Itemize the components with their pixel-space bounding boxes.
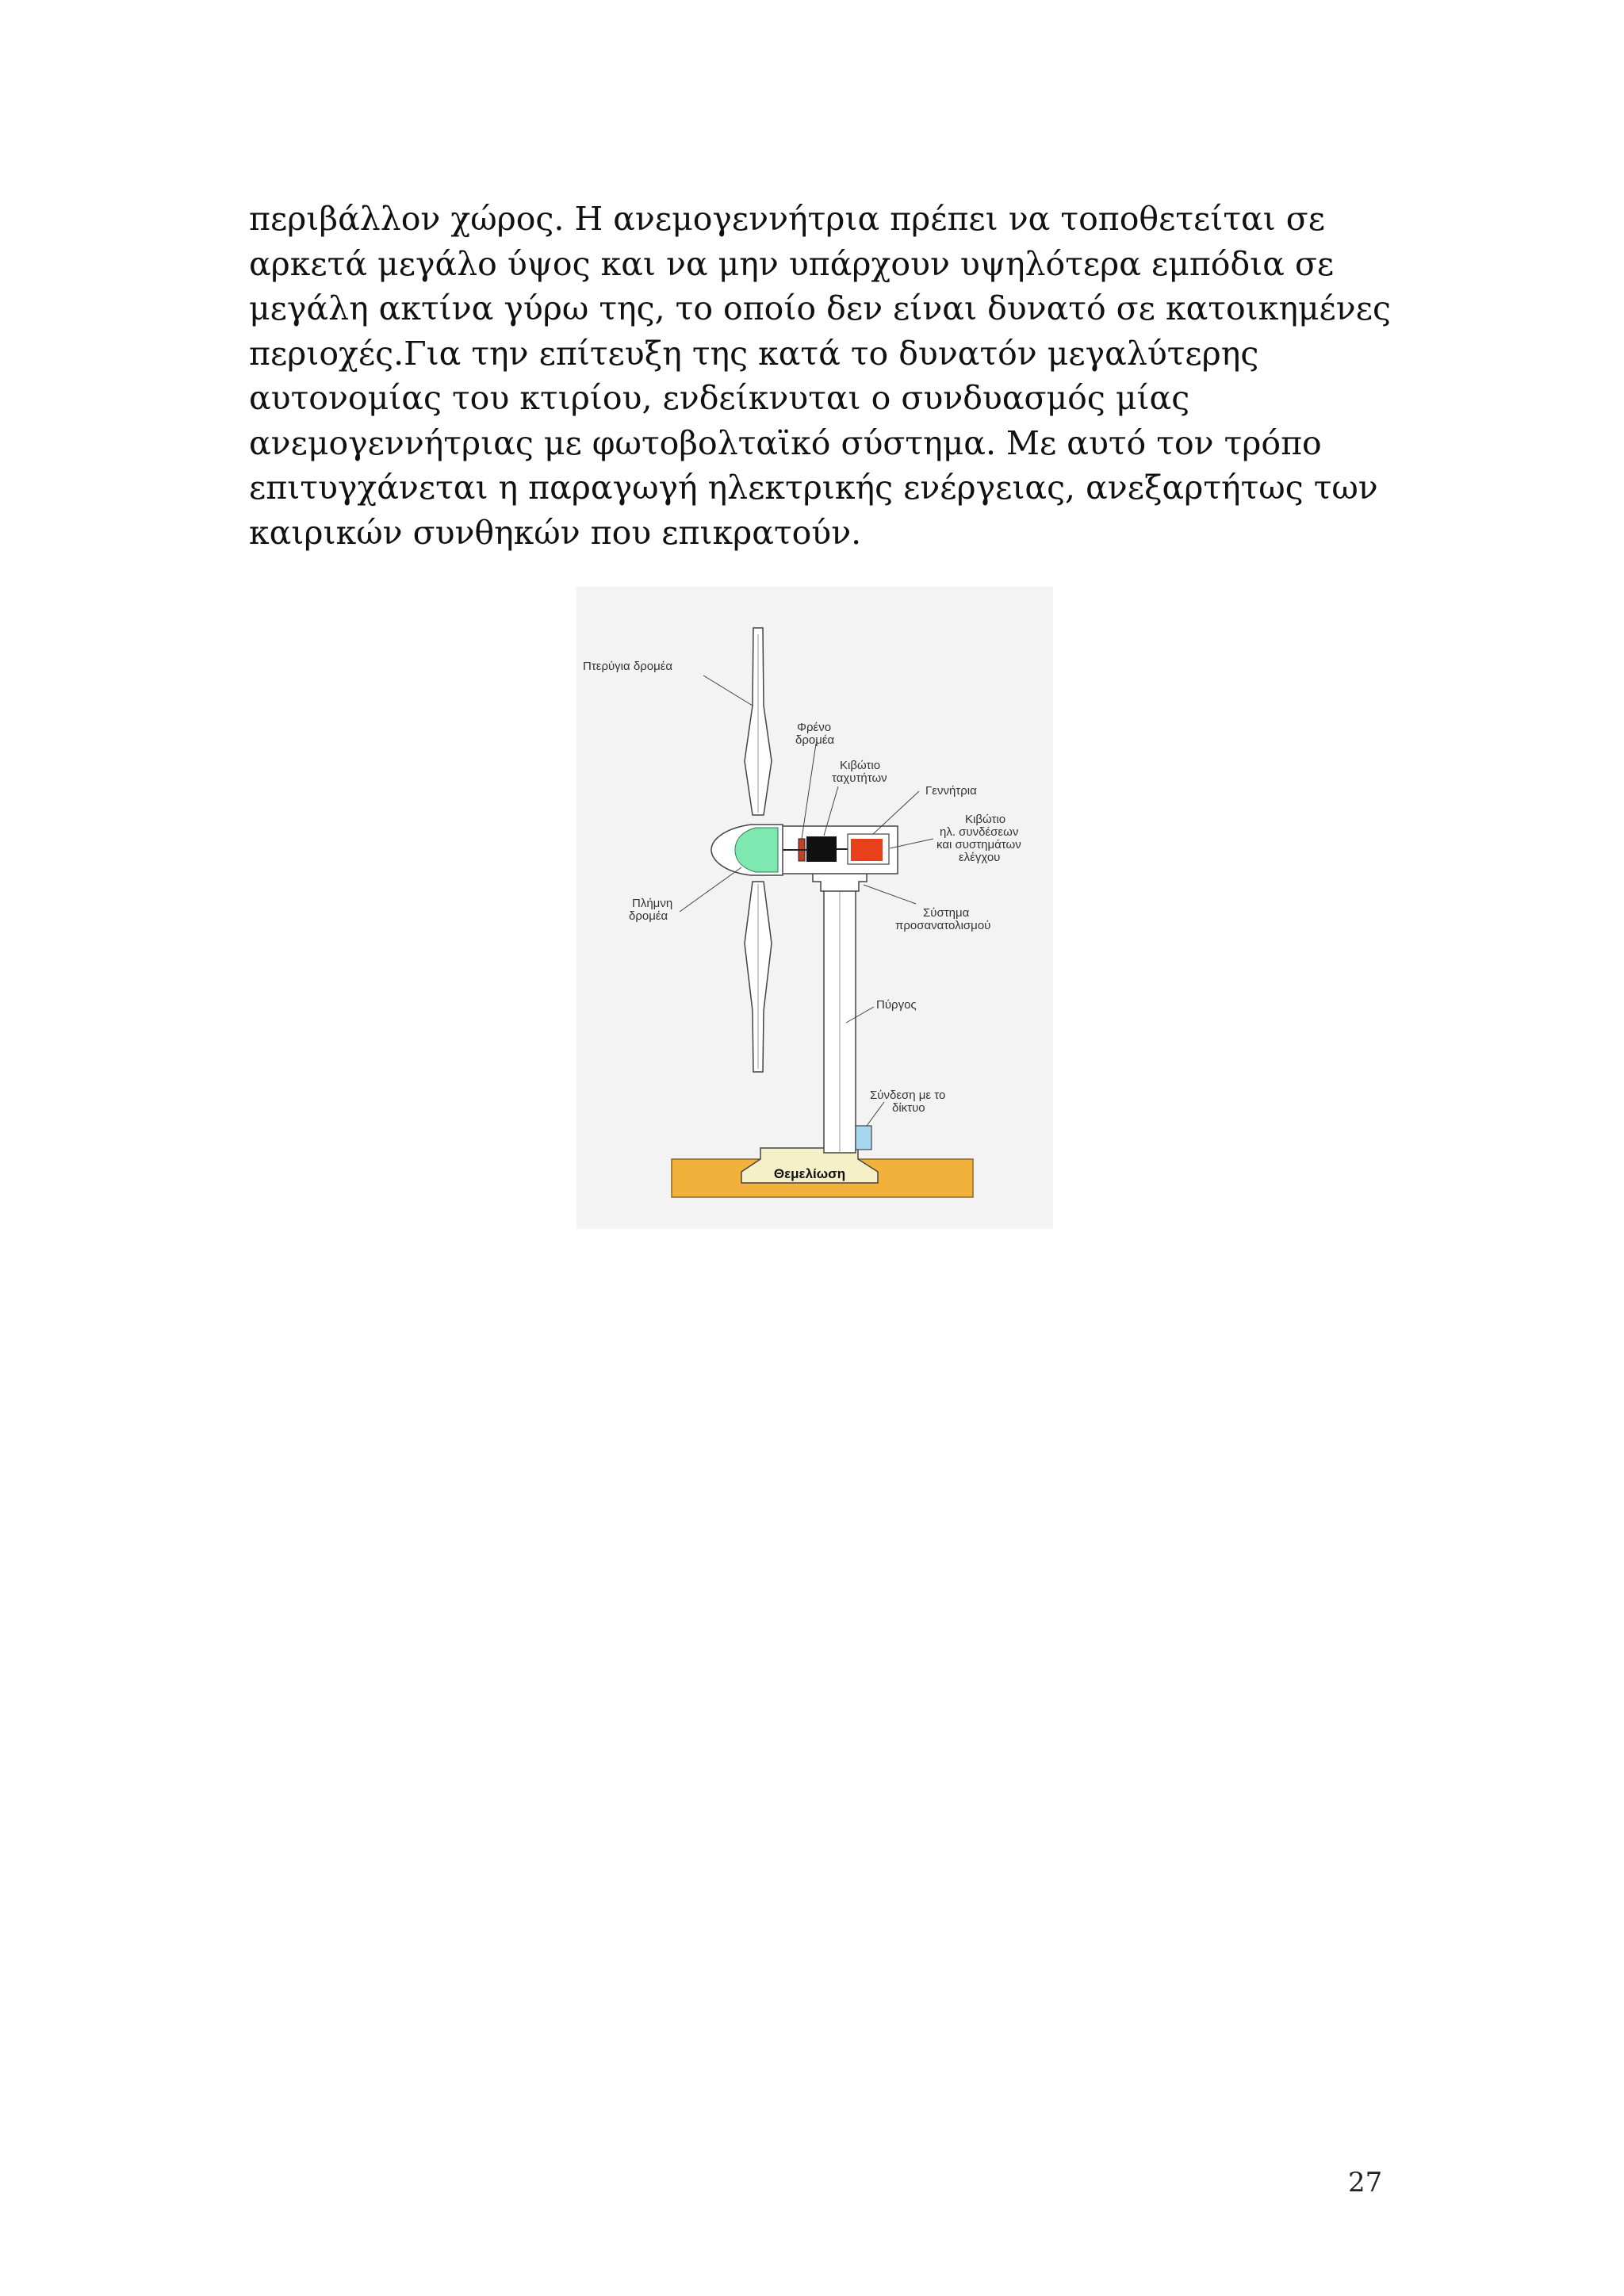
grid-connection-box	[856, 1126, 871, 1150]
body-line: καιρικών συνθηκών που επικρατούν.	[249, 513, 862, 552]
grid-leader	[867, 1102, 884, 1126]
generator	[851, 839, 883, 861]
label-grid-2: δίκτυο	[892, 1101, 925, 1115]
label-foundation: Θεμελίωση	[773, 1166, 846, 1181]
label-grid-1: Σύνδεση με το	[870, 1089, 946, 1102]
brake-leader	[802, 744, 816, 839]
blade-leader	[703, 675, 753, 706]
label-tower: Πύργος	[876, 998, 917, 1012]
yaw-leader	[864, 885, 916, 904]
label-control-4: ελέγχου	[959, 851, 1001, 864]
label-brake-1: Φρένο	[797, 721, 832, 734]
page-number: 27	[1348, 2167, 1383, 2198]
label-gearbox-1: Κιβώτιο	[840, 759, 881, 772]
label-control-1: Κιβώτιο	[965, 813, 1006, 826]
body-text	[249, 197, 1391, 555]
body-line: μεγάλη ακτίνα γύρω της, το οποίο δεν είναι δυνατό σε κατοικημένες	[249, 289, 1391, 327]
label-hub-2: δρομέα	[629, 909, 668, 923]
label-control-3: και συστημάτων	[936, 838, 1021, 851]
hub-leader	[680, 867, 741, 912]
label-brake-2: δρομέα	[795, 733, 835, 747]
label-generator: Γεννήτρια	[925, 784, 977, 798]
wind-turbine-diagram	[576, 587, 1053, 1229]
label-yaw-1: Σύστημα	[923, 906, 970, 920]
body-line: περιοχές.Για την επίτευξη της κατά το δυνατόν μεγαλύτερης	[249, 334, 1259, 373]
body-line: ανεμογεννήτριας με φωτοβολταϊκό σύστημα. Με αυτό τον τρόπο	[249, 423, 1322, 462]
gearbox	[806, 836, 837, 862]
body-line: περιβάλλον χώρος. Η ανεμογεννήτρια πρέπει να τοποθετείται σε	[249, 200, 1326, 238]
label-gearbox-2: ταχυτήτων	[832, 771, 887, 785]
label-blade: Πτερύγια δρομέα	[583, 660, 673, 673]
wind-turbine-drawing	[576, 587, 1053, 1229]
label-hub-1: Πλήμνη	[632, 897, 673, 910]
label-control-2: ηλ. συνδέσεων	[940, 825, 1019, 839]
body-line: αρκετά μεγάλο ύψος και να μην υπάρχουν υψηλότερα εμπόδια σε	[249, 244, 1335, 283]
body-line: αυτονομίας του κτιρίου, ενδείκνυται ο συνδυασμός μίας	[249, 379, 1190, 417]
label-yaw-2: προσανατολισμού	[895, 919, 991, 932]
body-line: επιτυγχάνεται η παραγωγή ηλεκτρικής ενέργειας, ανεξαρτήτως των	[249, 469, 1378, 507]
yaw-system	[813, 872, 867, 891]
